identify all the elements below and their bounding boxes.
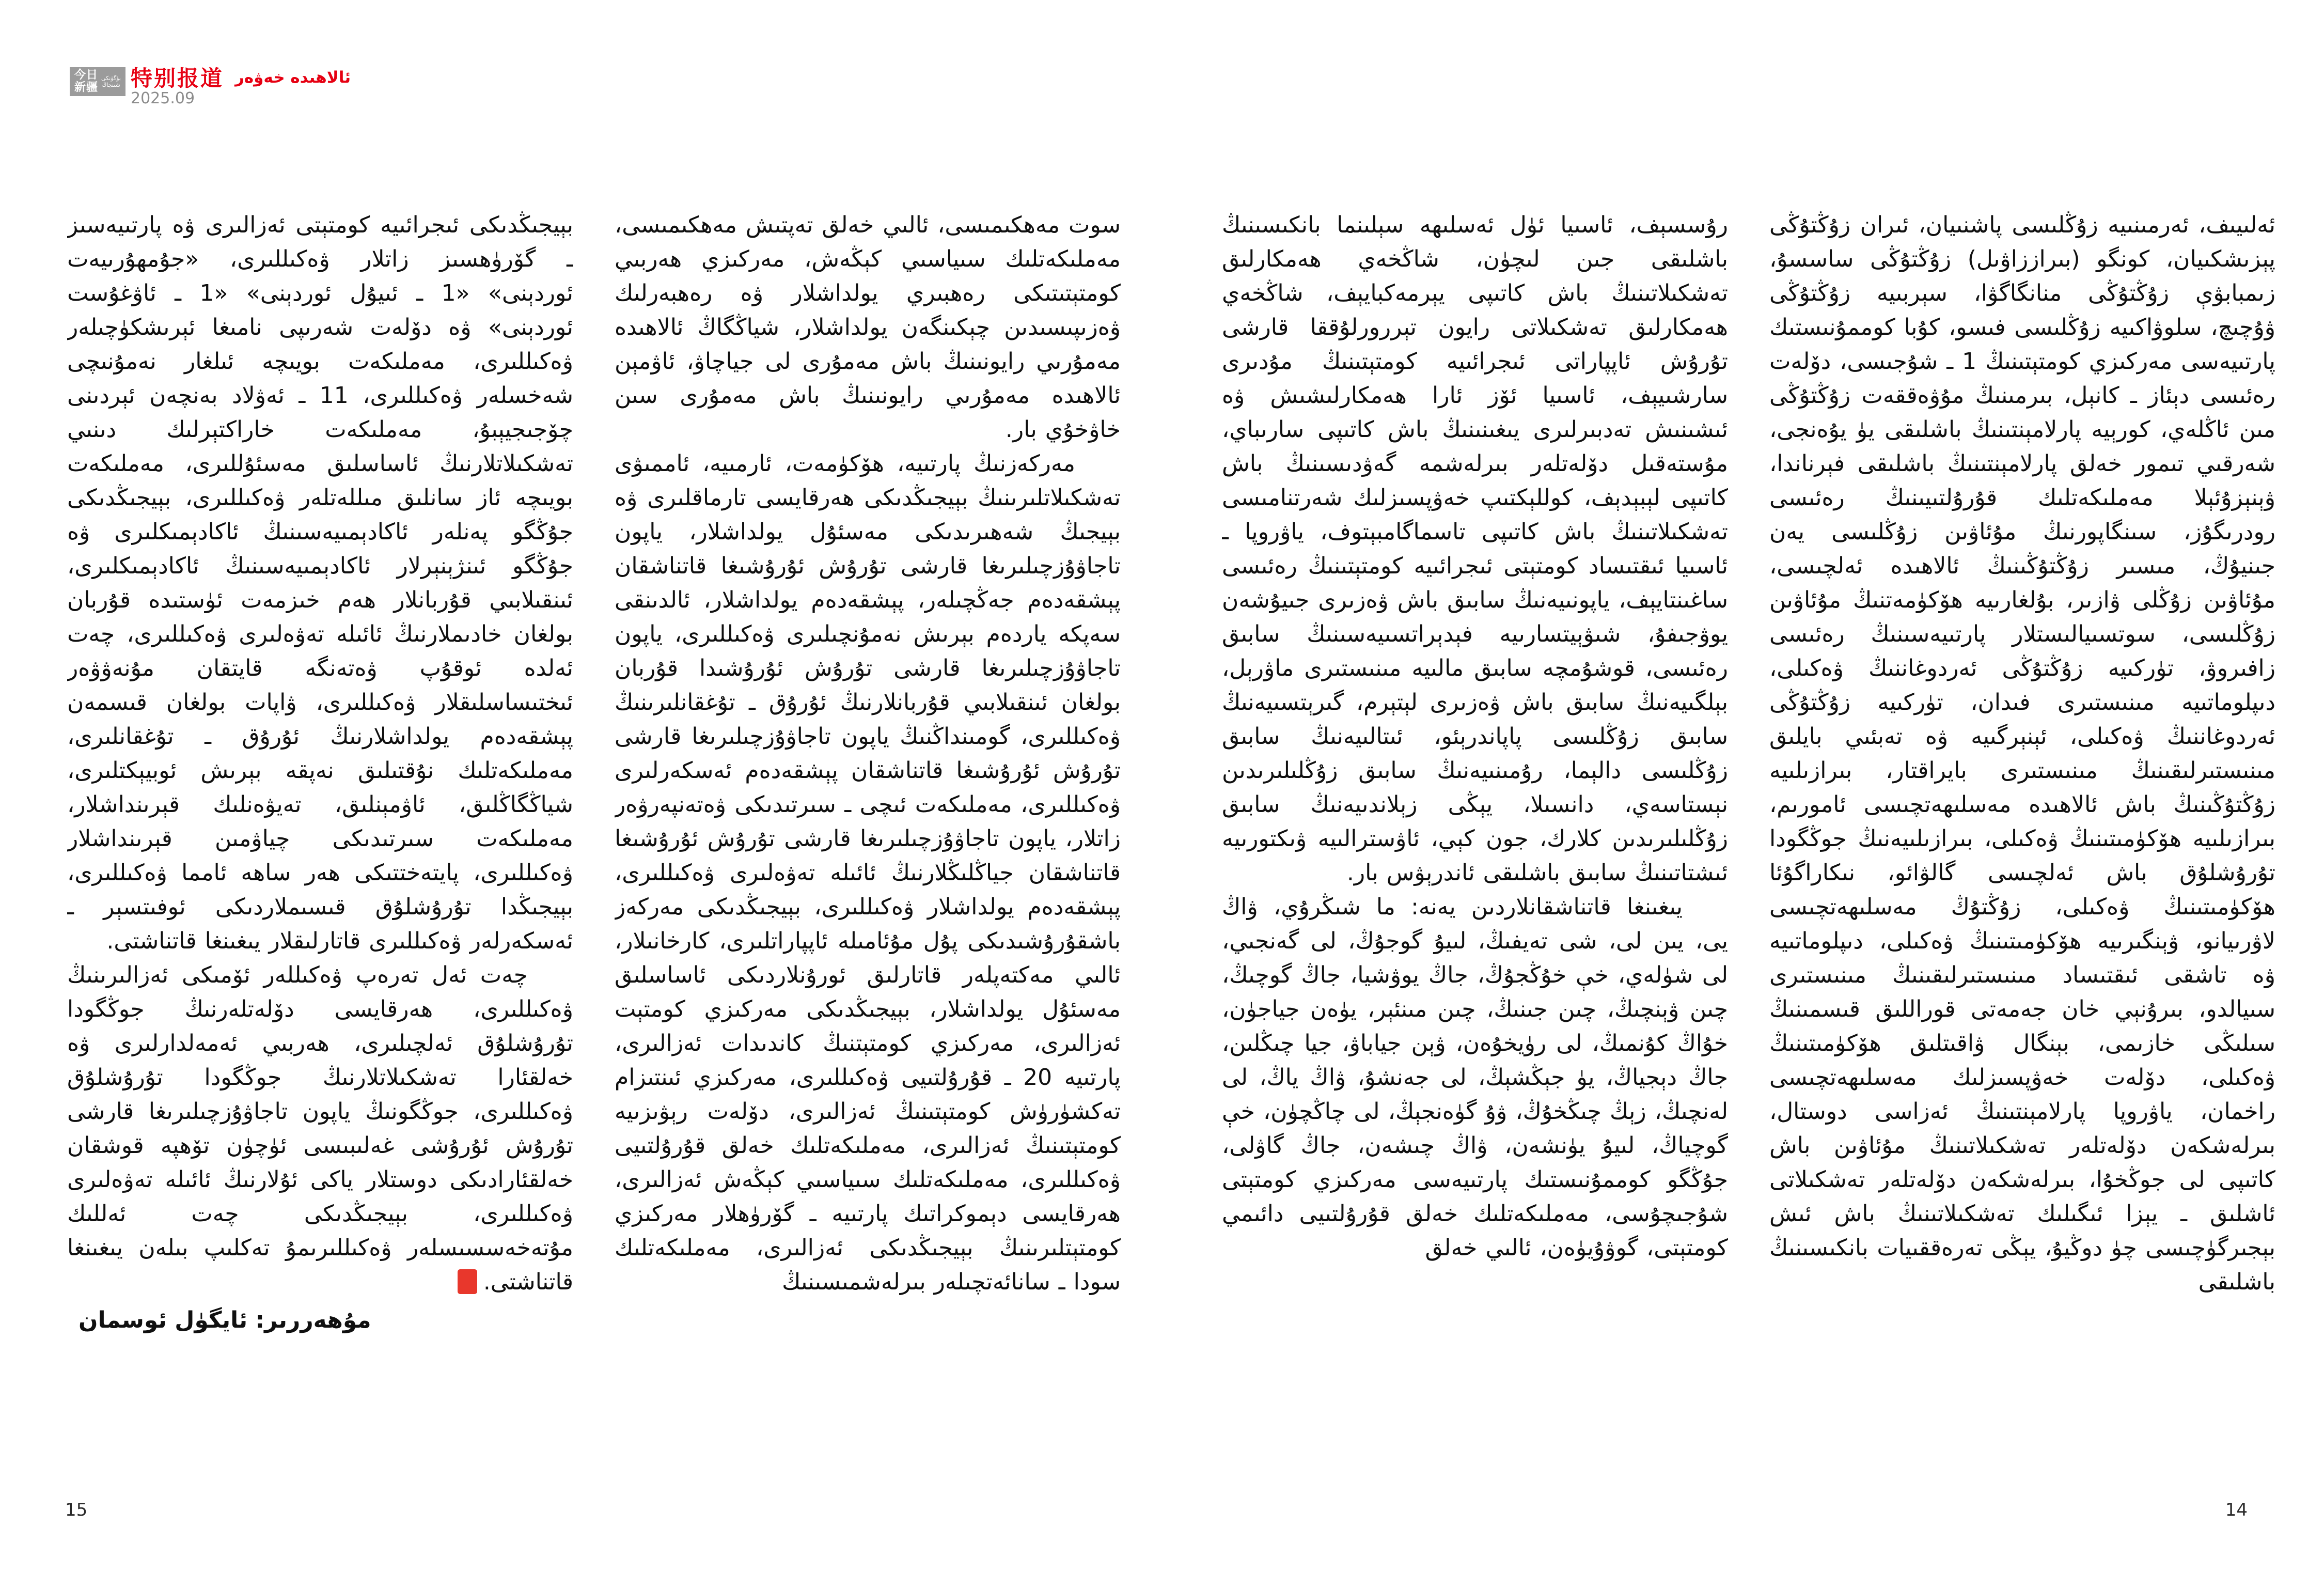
- article-column-2: [1222, 208, 1728, 1440]
- article-column-3: [615, 208, 1121, 1440]
- section-title-block: [131, 67, 351, 107]
- section-title-row: [131, 67, 351, 90]
- editor-byline: مۇھەررىر: ئايگۈل ئوسمان: [78, 1307, 371, 1333]
- logo-cn-line2: 新疆: [74, 81, 99, 94]
- page-number-15: 15: [65, 1500, 88, 1520]
- article-spread: [67, 208, 2275, 1440]
- article-paragraph: [67, 958, 573, 1299]
- logo-uy-line2: شىنجاڭ: [102, 82, 120, 88]
- page-15: [67, 208, 1121, 1440]
- article-paragraph: ئەلىيىف، ئەرمىنىيە زۇڭلىسى پاشنىيان، ئىران زۇڭتۇڭى پېزىشكىيان، كونگو (بىراززاۋىل) زۇڭتۇڭى ساسسۇ، زىمبابۋې زۇڭتۇڭى منانگاگۋا، سېربىيە زۇڭتۇڭى ۋۇچىچ، سلوۋاكىيە زۇڭلىسى فىسو، كۇبا كوممۇنىستىك پارتىيەسى مەركىزي كومتېتىنىڭ 1 ـ شۇجىسى، دۆلەت رەئىسى دېئاز ـ كانېل، بىرمىنىڭ مۇۋەققەت زۇڭتۇڭى مىن ئاڭلەي، كورېيە پارلامېنتىنىڭ باشلىقى يۈ يۇەنجى، شەرقىي تىمور خەلق پارلامېنتىنىڭ باشلىقى فېرناندا، ۋېنېزۇئېلا مەملىكەتلىك قۇرۇلتىيىنىڭ رەئىسى رودرىگۇز، سىنگاپورنىڭ مۇئاۋىن زۇڭلىسى يەن جىنيۇڭ، مىسىر زۇڭتۇڭىنىڭ ئالاھىدە ئەلچىسى، مۇئاۋىن زۇڭلى ۋازىر، بۇلغارىيە ھۆكۈمەتنىڭ مۇئاۋىن زۇڭلىسى، سوتسىيالىستلار پارتىيەسىنىڭ رەئىسى زافىروۋ، تۈركىيە زۇڭتۇڭى ئەردوغاننىڭ ۋەكىلى، دىپلوماتىيە مىنىستىرى فىدان، تۈركىيە زۇڭتۇڭى ئەردوغاننىڭ ۋەكىلى، ئېنېرگىيە ۋە تەبئىي بايلىق مىنىستىرلىقىنىڭ مىنىستىرى بايراقتار، بىرازىلىيە زۇڭتۇڭىنىڭ باش ئالاھىدە مەسلىھەتچىسى ئامورىم، بىرازىلىيە ھۆكۈمىتىنىڭ ۋەكىلى، بىرازىلىيەنىڭ جوڭگودا تۇرۇشلۇق باش ئەلچىسى گالۋائو، نىكاراگۇئا ھۆكۈمىتىنىڭ ۋەكىلى، زۇڭتۇڭ مەسلىھەتچىسى لاۋرىيانو، ۋېنگىرىيە ھۆكۈمىتىنىڭ ۋەكىلى، دىپلوماتىيە ۋە تاشقى ئىقتىساد مىنىستىرلىقىنىڭ مىنىستىرى سىيالدو، بىرۇنېي خان جەمەتى قوراللىق قىسمىنىڭ سىلىڭى خازىمى، بېنگال ۋاقىتلىق ھۆكۈمىتىنىڭ ۋەكىلى، دۆلەت خەۋپسىزلىك مەسلىھەتچىسى راخمان، ياۋروپا پارلامېنتىنىڭ ئەزاسى دوستال، بىرلەشكەن دۆلەتلەر تەشكىلاتىنىڭ مۇئاۋىن باش كاتىپى لى جوڭخۇا، بىرلەشكەن دۆلەتلەر تەشكىلاتى ئاشلىق ـ يېزا ئىگىلىك تەشكىلاتىنىڭ باش ئىش بېجىرگۈچىسى چۈ دوڭيۇ، يېڭى تەرەققىيات بانكىسىنىڭ باشلىقى: [1769, 212, 2275, 1295]
- article-paragraph: يىغىنغا قاتناشقانلاردىن يەنە: ما شىڭرۇي، ۋاڭ يى، يىن لى، شى تەيفىڭ، لىيۇ گوجۇڭ، لى گەنجىي، لى شۈلەي، خې خۇڭجۇڭ، جاڭ يوۋشيا، جاڭ گوچىڭ، چىن ۋېنچىڭ، چىن جىنىڭ، چىن مىنئېر، يۈەن جياجۈن، خۇاڭ كۇنمىڭ، لى رۈيخۇەن، ۋېن جياباۋ، جيا چىڭلىن، جاڭ دېجياڭ، يۈ جېڭشېڭ، لى جەنشۇ، ۋاڭ ياڭ، لى لەنچىڭ، زېڭ چىڭخۇڭ، ۋۇ گۈەنجېڭ، لى چاڭچۈن، خې گوچياڭ، لىيۇ يۈنشەن، ۋاڭ چىشەن، جاڭ گاۋلى، جۇڭگو كوممۇنىستىك پارتىيەسى مەركىزي كومتېتى شۇجىچۇسى، مەملىكەتلىك خەلق قۇرۇلتىيى دائىمي كومتېتى، گوۋۇيۈەن، ئالىي خەلق: [1222, 894, 1728, 1261]
- page-14: [1222, 208, 2275, 1440]
- end-of-article-mark: [416, 1269, 477, 1294]
- section-title-chinese: 特别报道: [131, 66, 224, 91]
- article-paragraph: بېيجىڭدىكى ئىجرائىيە كومتېتى ئەزالىرى ۋە پارتىيەسىز ـ گۆرۈھسىز زاتلار ۋەكىللىرى، «جۇمھۇرىيەت ئوردېنى» «1 ـ ئىيۇل ئوردېنى» «1 ـ ئاۋغۇست ئوردېنى» ۋە دۆلەت شەرىپى نامىغا ئېرىشكۈچىلەر ۋەكىللىرى، مەملىكەت بويىچە ئىلغار نەمۇنىچى شەخسلەر ۋەكىللىرى، 11 ـ ئەۋلاد بەنچەن ئېردىنى چۆجىجيېبۇ، مەملىكەت خاراكتېرلىك دىنىي تەشكىلاتلارنىڭ ئاساسلىق مەسئۇللىرى، مەملىكەت بويىچە ئاز سانلىق مىللەتلەر ۋەكىللىرى، بېيجىڭدىكى جۇڭگو پەنلەر ئاكادېمىيەسىنىڭ ئاكادېمىكلىرى ۋە جۇڭگو ئىنژېنېرلار ئاكادېمىيەسىنىڭ ئاكادېمىكلىرى، ئىنقىلابىي قۇربانلار ھەم خىزمەت ئۈستىدە قۇربان بولغان خادىملارنىڭ ئائىلە تەۋەلىرى ۋەكىللىرى، چەت ئەلدە ئوقۇپ ۋەتەنگە قايتقان مۇنەۋۋەر ئىختىساسلىقلار ۋەكىللىرى، ۋاپات بولغان قىسمەن پېشقەدەم يولداشلارنىڭ ئۇرۇق ـ تۇغقانلىرى، مەملىكەتلىك نۇقتىلىق نەپقە بېرىش ئوبيېكتلىرى، شياڭگاڭلىق، ئاۋمېنلىق، تەيۋەنلىك قېرىنداشلار، مەملىكەت سىرتىدىكى چياۋمىن قېرىنداشلار ۋەكىللىرى، پايتەختتىكى ھەر ساھە ئامما ۋەكىللىرى، بېيجىڭدا تۇرۇشلۇق قىسىملاردىكى ئوفىتسېر ـ ئەسكەرلەر ۋەكىللىرى قاتارلىقلار يىغىنغا قاتناشتى.: [67, 212, 573, 954]
- article-column-4: [67, 208, 573, 1440]
- end-mark-glyph: ل: [416, 1271, 432, 1292]
- article-paragraph-text: چەت ئەل تەرەپ ۋەكىللەر ئۆمىكى ئەزالىرىنىڭ ۋەكىللىرى، ھەرقايسى دۆلەتلەرنىڭ جوڭگودا تۇرۇشلۇق ئەلچىلىرى، ھەربىي ئەمەلدارلىرى ۋە خەلقئارا تەشكىلاتلارنىڭ جوڭگودا تۇرۇشلۇق ۋەكىللىرى، جوڭگونىڭ ياپون تاجاۋۇزچىلىرىغا قارشى تۇرۇش ئۇرۇشى غەلىبىسى ئۈچۈن تۆھپە قوشقان خەلقئارادىكى دوستلار ياكى ئۇلارنىڭ ئائىلە تەۋەلىرى ۋەكىللىرى، بېيجىڭدىكى چەت ئەللىك مۇتەخەسسىسلەر ۋەكىللىرىمۇ تەكلىپ بىلەن يىغىنغا قاتناشتى.: [67, 962, 573, 1295]
- logo-uy-line1: بۈگۈنكى: [101, 75, 121, 82]
- article-paragraph: مەركەزنىڭ پارتىيە، ھۆكۈمەت، ئارمىيە، ئاممىۋى تەشكىلاتلىرىنىڭ بېيجىڭدىكى ھەرقايسى تارماقلىرى ۋە بېيجىڭ شەھىرىدىكى مەسئۇل يولداشلار، ياپون تاجاۋۇزچىلىرىغا قارشى تۇرۇش ئۇرۇشىغا قاتناشقان پېشقەدەم جەڭچىلەر، پېشقەدەم يولداشلار، ئالدىنقى سەپكە ياردەم بېرىش نەمۇنچىلىرى ۋەكىللىرى، ياپون تاجاۋۇزچىلىرىغا قارشى تۇرۇش ئۇرۇشىدا قۇربان بولغان ئىنقىلابىي قۇربانلارنىڭ ئۇرۇق ـ تۇغقانلىرىنىڭ ۋەكىللىرى، گومىنداڭنىڭ ياپون تاجاۋۇزچىلىرىغا قارشى تۇرۇش ئۇرۇشىغا قاتناشقان پېشقەدەم ئەسكەرلىرى ۋەكىللىرى، مەملىكەت ئىچى ـ سىرتىدىكى ۋەتەنپەرۋەر زاتلار، ياپون تاجاۋۇزچىلىرىغا قارشى تۇرۇش ئۇرۇشىغا قاتناشقان جياڭلىڭلارنىڭ ئائىلە تەۋەلىرى ۋەكىللىرى، پېشقەدەم يولداشلار ۋەكىللىرى، بېيجىڭدىكى مەركەز باشقۇرۇشىدىكى پۇل مۇئامىلە ئاپپاراتلىرى، كارخانىلار، ئالىي مەكتەپلەر قاتارلىق ئورۇنلاردىكى ئاساسلىق مەسئۇل يولداشلار، بېيجىڭدىكى مەركىزي كومتېت ئەزالىرى، مەركىزي كومتېتنىڭ كاندىدات ئەزالىرى، پارتىيە 20 ـ قۇرۇلتىيى ۋەكىللىرى، مەركىزي ئىنتىزام تەكشۈرۈش كومتېتىنىڭ ئەزالىرى، دۆلەت رېۋىزىيە كومتېتىنىڭ ئەزالىرى، مەملىكەتلىك خەلق قۇرۇلتىيى ۋەكىللىرى، مەملىكەتلىك سىياسىي كېڭەش ئەزالىرى، ھەرقايسى دېموكراتىك پارتىيە ـ گۆرۈھلار مەركىزي كومتېتلىرىنىڭ بېيجىڭدىكى ئەزالىرى، مەملىكەتلىك سودا ـ سانائەتچىلەر بىرلەشمىسىنىڭ: [615, 450, 1121, 1295]
- section-title-uyghur: ئالاھىدە خەۋەر: [235, 68, 351, 87]
- logo-cn-line1: 今日: [74, 69, 99, 82]
- article-column-1: [1769, 208, 2275, 1440]
- masthead-logo: [70, 67, 125, 96]
- page-number-14: 14: [2225, 1500, 2248, 1520]
- issue-date: 2025.09: [131, 89, 195, 107]
- logo-uyghur-name: [101, 75, 121, 88]
- article-paragraph: سوت مەھكىمىسى، ئالىي خەلق تەپتىش مەھكىمىسى، مەملىكەتلىك سىياسىي كېڭەش، مەركىزي ھەربىي كومتېتىتىكى رەھبىري يولداشلار ۋە رەھبەرلىك ۋەزىپىسىدىن چېكىنگەن يولداشلار، شياڭگاڭ ئالاھىدە مەمۇرىي رايونىنىڭ باش مەمۇرى لى جياچاۋ، ئاۋمېن ئالاھىدە مەمۇرىي رايونىنىڭ باش مەمۇرى سىن خاۋخۇي بار.: [615, 212, 1121, 443]
- page-header: [70, 67, 351, 107]
- logo-chinese-name: [74, 69, 98, 94]
- article-paragraph: رۇسسېف، ئاسىيا ئۈل ئەسلىھە سېلىنما بانكىسىنىڭ باشلىقى جىن لىچۈن، شاڭخەي ھەمكارلىق تەشكىلاتىنىڭ باش كاتىپى يېرمەكبايېف، شاڭخەي ھەمكارلىق تەشكىلاتى رايون تېررورلۇققا قارشى تۇرۇش ئاپپاراتى ئىجرائىيە كومتېتىنىڭ مۇدىرى سارشىيېف، ئاسىيا ئۆز ئارا ھەمكارلىشىش ۋە ئىشىنىش تەدبىرلىرى يىغىنىنىڭ باش كاتىپى سارىباي، مۇستەقىل دۆلەتلەر بىرلەشمە گەۋدىسىنىڭ باش كاتىپى لېبېدېف، كوللېكتىپ خەۋپسىزلىك شەرتنامىسى تەشكىلاتىنىڭ باش كاتىپى تاسماگامبېتوف، ياۋروپا ـ ئاسىيا ئىقتىساد كومتېتى ئىجرائىيە كومتېتىنىڭ رەئىسى ساغىنتايېف، ياپونىيەنىڭ سابىق باش ۋەزىرى جىيۇشەن يوۋجىفۇ، شىۋېيتسارىيە فېدېراتسىيەسىنىڭ سابىق رەئىسى، قوشۇمچە سابىق مالىيە مىنىستىرى ماۋرېل، بېلگىيەنىڭ سابىق باش ۋەزىرى لېتېرم، گىرېتسىيەنىڭ سابىق زۇڭلىسى پاپاندرېئو، ئىتالىيەنىڭ سابىق زۇڭلىسى دالېما، رۇمىنىيەنىڭ سابىق زۇڭلىلىرىدىن نېستاسەي، دانسىلا، يېڭى زېلاندىيەنىڭ سابىق زۇڭلىلىرىدىن كلارك، جون كېي، ئاۋسترالىيە ۋىكتورىيە ئىشتاتىنىڭ سابىق باشلىقى ئاندرېۋس بار.: [1222, 212, 1728, 886]
